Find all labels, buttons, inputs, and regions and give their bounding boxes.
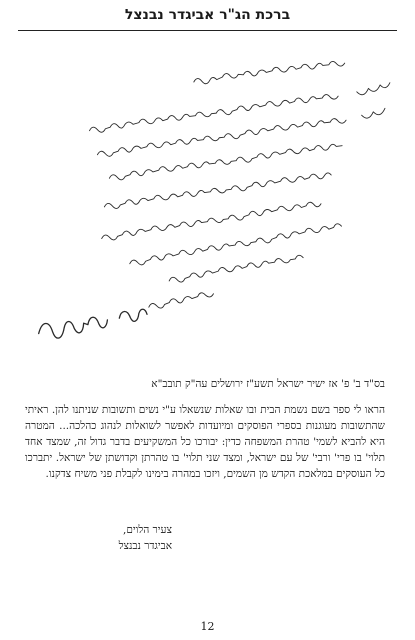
- letter-signoff: [119, 522, 172, 554]
- title-divider: [18, 30, 397, 31]
- letter-signature: אביגדר נבנצל: [118, 540, 172, 552]
- letter-transcription: [25, 376, 385, 482]
- letter-closing: צעיר הלוים,: [123, 524, 172, 536]
- letter-greeting: בס"ד ב' פ' אז ישיר ישראל תשע"ז ירושלים עה"ק תובב"א: [151, 378, 385, 390]
- letter-body: הראו לי ספר בשם נשמת הבית ובו שאלות שנשאלו ע"י נשים ותשובות שניתנו להן. ראיתי שהתשובות מעוגנות בספרי הפוסקים ומיועדות לאפשר לשואלות לנהוג כהלכה... המטרה היא להביא לשמי' טהרת המשפחה כדין: יבורכו כל המשקיעים בדבר גדול זה, שמצד אחד תלוי' בו פרי' ורבי' של עם ישראל, ומצד שני תלוי' בו טהרתן וקדושתן של ישראל. יתברכו כל העוסקים במלאכת הקדש מן השמים, ויזכו במהרה בימינו לקבלת פני משיח צדקנו.: [25, 404, 385, 480]
- page-title: ברכת הג"ר אביגדר נבנצל: [124, 7, 291, 23]
- handwritten-letter-image: [18, 38, 403, 348]
- page-number: 12: [200, 620, 215, 633]
